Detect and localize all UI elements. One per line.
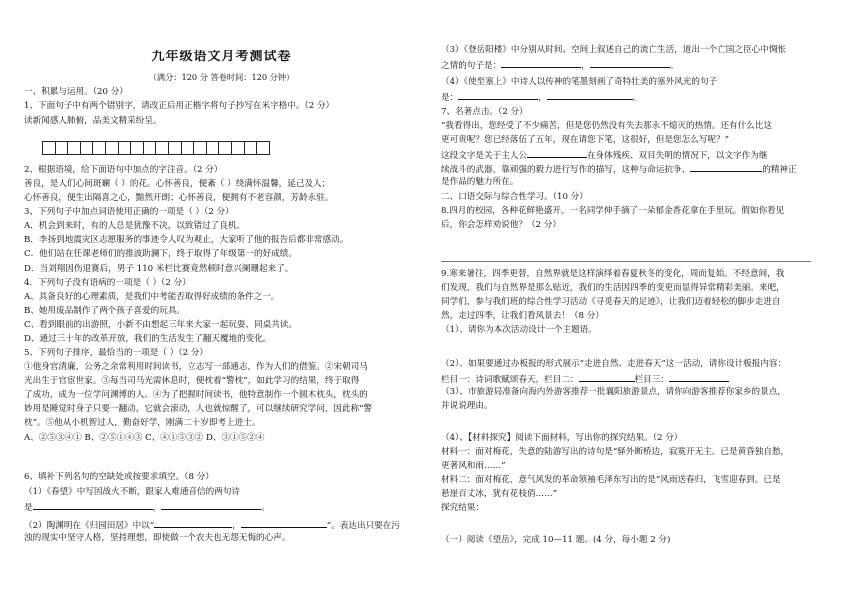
q6-4-line-1: （4）《使至塞上》中诗人以传神的笔墨刻画了奇特壮美的塞外风光的句子 [441, 77, 718, 87]
answer-blank[interactable] [241, 518, 327, 528]
answer-blank[interactable] [501, 58, 581, 68]
q3-option-c: C．他们站在任课老师们的推波助澜下，终于取得了年级第一的好成绩。 [24, 249, 297, 259]
q9-3-prompt: （3）、市旅游局准备向海内外游客推荐一批襄阳旅游景点，请你向游客推荐你家乡的景点， [441, 387, 786, 397]
q7-quote-1: “我看得出，您经受了不少痛苦，但是您仍然没有失去那永不熄灭的热情。还有什么比这 [441, 121, 772, 131]
q6-3-line-1: （3）《登岳阳楼》中分别从时间、空间上叙述自己的流亡生活，道出一个亡国之臣心中惆怅 [441, 45, 786, 55]
q7-quote-2: 更可贵呢？您已经落伍了五年，现在请您下笔，这很好，但是您怎么写呢？” [441, 135, 729, 145]
q9-line-4: 然，走过四季，让我们看风景去！（8 分） [441, 311, 604, 321]
answer-blank[interactable] [579, 372, 635, 382]
answer-blank[interactable] [690, 162, 762, 172]
q9-line-3: 同学们，参与我们班的综合性学习活动《寻觅春天的足迹》，让我们迈着轻松的脚步走进自 [441, 297, 781, 307]
q9-line-2: 们发现，我们与自然界是那么贴近，我们的生活因四季的变更而显得异常精彩美丽。来吧， [441, 283, 785, 293]
q7-prompt: 7、名著点击。（2 分） [441, 107, 528, 117]
q4-option-b: B、她用废品制作了两个孩子喜爱的玩具。 [24, 306, 186, 316]
q2-prompt: 2、根据语境，给下面语句中加点的字注音。（2 分） [24, 165, 223, 175]
answer-blank[interactable] [527, 148, 587, 158]
q9-2-prompt: （2）、如果要通过办板报的形式展示“走进自然、走进春天”这一活动，请你设计板报内容： [441, 359, 787, 369]
q7-line-1: 这段文字是关于主人公 在身体残疾、双目失明的情况下，以文字作为继 [441, 148, 839, 163]
exploration-result-label: 探究结果： [441, 503, 484, 513]
material-2-line-2: 悬崖百丈冰，犹有花枝俏……” [441, 489, 558, 499]
q9-line-1: 9.寒来暑往，四季更替，自然界就是这样演绎着春夏秋冬的变化，周而复始。不经意间，我 [441, 269, 785, 279]
q7-line-3: 是作品的魅力所在。 [441, 177, 519, 187]
q2-line-1: 善良，是人们心间斑斓（ ）的花。心怀善良，便紊（ ）绕满怀温馨，延己及人； [24, 179, 331, 189]
answer-blank[interactable] [161, 500, 261, 510]
q3-prompt: 3、下列句子中加点词语使用正确的一项是（ ）（2 分） [24, 207, 234, 217]
section-1-heading: 一、积累与运用。（20 分） [24, 87, 128, 97]
q9-3-line-2: 并说说理由。 [441, 401, 493, 411]
q3-option-d: D．当刘翔因伤退赛后，男子 110 米栏比赛竟然顿时意兴阑珊起来了。 [24, 264, 294, 274]
q5-line-1: ①他身官清廉，公务之余常利用时间读书，立志写一部通志，作为人们的借鉴。②宋朝司马 [24, 362, 368, 372]
q5-line-3: 了成功，成为一位学问渊博的人。④为了把握时间读书，他特意制作一个圆木枕头，枕头的 [24, 390, 368, 400]
q6-1-line-1: （1）《春望》中写因战火不断，跟家人难通音信的两句诗 [24, 487, 241, 497]
q8-line-2: 后，你会怎样劝说他？（2 分） [441, 220, 561, 230]
q2-line-2: 心怀善良，便生出隔喜之心，黯然开朗；心怀善良，便拥有不老容颜，芳龄永驻。 [24, 193, 334, 203]
q1-text: 读新闻感人肺俯，品美文精采纷呈。 [24, 116, 162, 126]
q6-2-line-2: 浊的现实中坚守人格，坚持理想，即使做一个农夫也无怨无悔的心声。 [24, 533, 291, 543]
q5-line-2: 光出生于官宦世家。③每当司马光需休息时，便枕着“警枕”，如此学习的结果，终于取得 [24, 376, 360, 386]
q1-prompt: 1、下面句子中有两个错别字，请改正后用正楷字将句子抄写在米字格中。（2 分） [24, 101, 335, 111]
q5-options: A、②⑤③④① B、②⑤①④③ C、④①⑤③② D、③①⑤②④ [24, 433, 265, 443]
q8-line-1: 8.四月的校园，各种花鲜艳盛开。一名同学伸手摘了一朵郁金香花拿在手里玩。假如你看见 [441, 206, 785, 216]
q5-prompt: 5、下列句子排序，最恰当的一项是（ ）（2 分） [24, 348, 208, 358]
exam-title: 九年级语文月考测试卷 [151, 50, 292, 64]
q4-option-c: C、看到眼前的出游照，小新不由想起三年来大家一起玩耍、同桌共读。 [24, 320, 297, 330]
reading-section-prompt: （一）阅读《望岳》，完成 10—11 题。(4 分，每小题 2 分) [441, 535, 671, 545]
q9-1-prompt: （1）、请你为本次活动设计一个主题语。 [441, 325, 597, 335]
answer-blank[interactable] [458, 90, 538, 100]
q4-option-a: A、具备良好的心理素质，是我们中考能否取得好成绩的条件之一。 [24, 292, 280, 302]
answer-blank[interactable] [669, 372, 729, 382]
q5-line-4: 妙用是睡觉时身子只要一翻动，它就会滚动，人也就惊醒了，可以继续研究学问，因此称“警 [24, 404, 373, 414]
q9-4-prompt: （4）、【材料探究】阅读下面材料，写出你的探究结果。（2 分） [441, 433, 683, 443]
q9-2-columns: 栏目一：诗词歌赋颂春天。栏目二： 栏目三： [441, 372, 839, 387]
q6-4-line-2: 是： ， 。 [441, 90, 839, 105]
answer-blank[interactable] [590, 58, 670, 68]
section-divider [441, 261, 811, 262]
q6-1-line-2: 是 ， 。 [24, 500, 419, 515]
q4-option-d: D、通过三十年的改革开放，我们的生活发生了翻天覆地的变化。 [24, 334, 272, 344]
material-1-line-2: 更著风和雨……” [441, 461, 506, 471]
writing-grid[interactable] [42, 141, 269, 155]
q3-option-a: A．机会到来时，有的人总是犹豫不决，以致错过了良机。 [24, 221, 246, 231]
material-2-line-1: 材料二：面对梅花，意气风发的革命领袖毛泽东写出的是“风雨送春归，飞雪迎春到。已是 [441, 475, 781, 485]
answer-blank[interactable] [547, 90, 633, 100]
answer-blank[interactable] [33, 500, 153, 510]
q4-prompt: 4．下列句子没有语病的一项是（ ）（2 分） [24, 278, 191, 288]
q7-line-2: 续战斗的武器，靠顽强的毅力进行写作的描写，这种与命运抗争、 的精神正 [441, 162, 839, 177]
answer-blank[interactable] [154, 518, 232, 528]
q3-option-b: B．李扬到地震灾区志愿服务的事迹令人叹为观止，大家听了他的报告后都非常感动。 [24, 235, 349, 245]
exam-subtitle: （满分：120 分 答卷时间：120 分钟） [148, 72, 295, 82]
q6-2-line-1: （2）陶渊明在《归园田居》中以“ ， ”。表达出只要在污 [24, 518, 419, 533]
q5-line-5: 枕”。⑤他从小机智过人，勤奋好学，刚满二十岁即考上进士。 [24, 418, 261, 428]
q6-prompt: 6、填补下列名句的空缺处或按要求填空。（8 分） [24, 472, 214, 482]
q6-3-line-2: 之情的句子是： ， 。 [441, 58, 839, 73]
material-1-line-1: 材料一：面对梅花，失意的陆游写出的诗句是“驿外断桥边，寂寞开无主。已是黄昏独自愁， [441, 447, 790, 457]
section-2-heading: 二、口语交际与综合性学习。（10 分） [441, 192, 588, 202]
